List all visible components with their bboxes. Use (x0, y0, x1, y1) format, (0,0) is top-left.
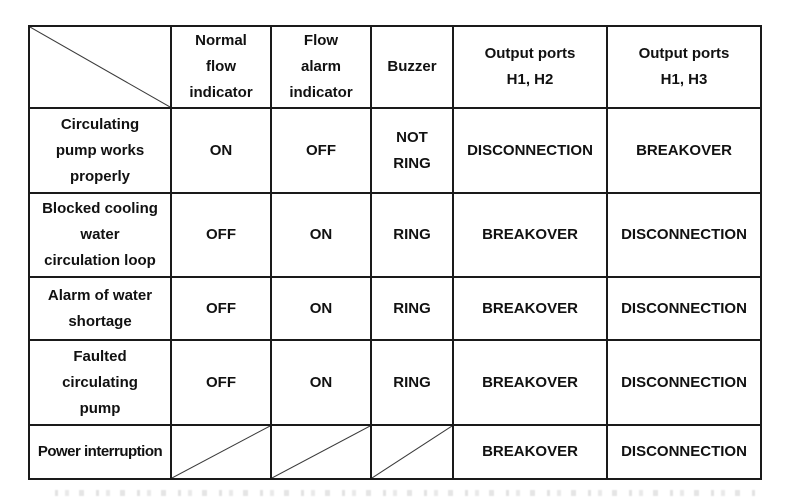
table-row (29, 425, 761, 479)
data-cell: DISCONNECTION (607, 425, 761, 479)
data-cell: DISCONNECTION (453, 108, 607, 193)
data-cell: OFF (271, 108, 371, 193)
data-cell: BREAKOVER (453, 193, 607, 277)
header-cell-output-ports-h1-h3: Output ports H1, H3 (607, 26, 761, 108)
slashed-cell (271, 425, 371, 479)
data-cell: DISCONNECTION (607, 277, 761, 340)
data-cell: OFF (171, 277, 271, 340)
data-cell: ON (271, 340, 371, 425)
data-cell: RING (371, 340, 453, 425)
slashed-cell (371, 425, 453, 479)
data-cell: BREAKOVER (453, 277, 607, 340)
slashed-cell (171, 425, 271, 479)
table-row (29, 340, 761, 425)
corner-cell (29, 26, 171, 108)
data-cell: OFF (171, 193, 271, 277)
table-row (29, 193, 761, 277)
header-cell-normal-flow-indicator: Normal flow indicator (171, 26, 271, 108)
table-row (29, 108, 761, 193)
data-cell: RING (371, 277, 453, 340)
row-label-faulted-circulating-pump: Faulted circulating pump (29, 340, 171, 425)
header-cell-buzzer: Buzzer (371, 26, 453, 108)
data-cell: NOT RING (371, 108, 453, 193)
row-label-power-interruption: Power interruption (29, 425, 171, 479)
data-cell: BREAKOVER (607, 108, 761, 193)
data-cell: DISCONNECTION (607, 193, 761, 277)
data-cell: BREAKOVER (453, 340, 607, 425)
header-row (29, 26, 761, 108)
row-label-circulating-pump-works-properly: Circulating pump works properly (29, 108, 171, 193)
cutoff-caption-artifact (55, 490, 761, 496)
data-cell: DISCONNECTION (607, 340, 761, 425)
status-table (28, 25, 762, 480)
data-cell: BREAKOVER (453, 425, 607, 479)
header-cell-flow-alarm-indicator: Flow alarm indicator (271, 26, 371, 108)
diagonal-backslash-icon (30, 27, 170, 107)
diagonal-slash-icon (172, 426, 270, 478)
diagonal-slash-icon (372, 426, 452, 478)
data-cell: RING (371, 193, 453, 277)
table-row (29, 277, 761, 340)
data-cell: OFF (171, 340, 271, 425)
header-cell-output-ports-h1-h2: Output ports H1, H2 (453, 26, 607, 108)
data-cell: ON (171, 108, 271, 193)
row-label-blocked-cooling-water-circulation-loop: Blocked cooling water circulation loop (29, 193, 171, 277)
row-label-alarm-of-water-shortage: Alarm of water shortage (29, 277, 171, 340)
data-cell: ON (271, 193, 371, 277)
diagonal-slash-icon (272, 426, 370, 478)
data-cell: ON (271, 277, 371, 340)
